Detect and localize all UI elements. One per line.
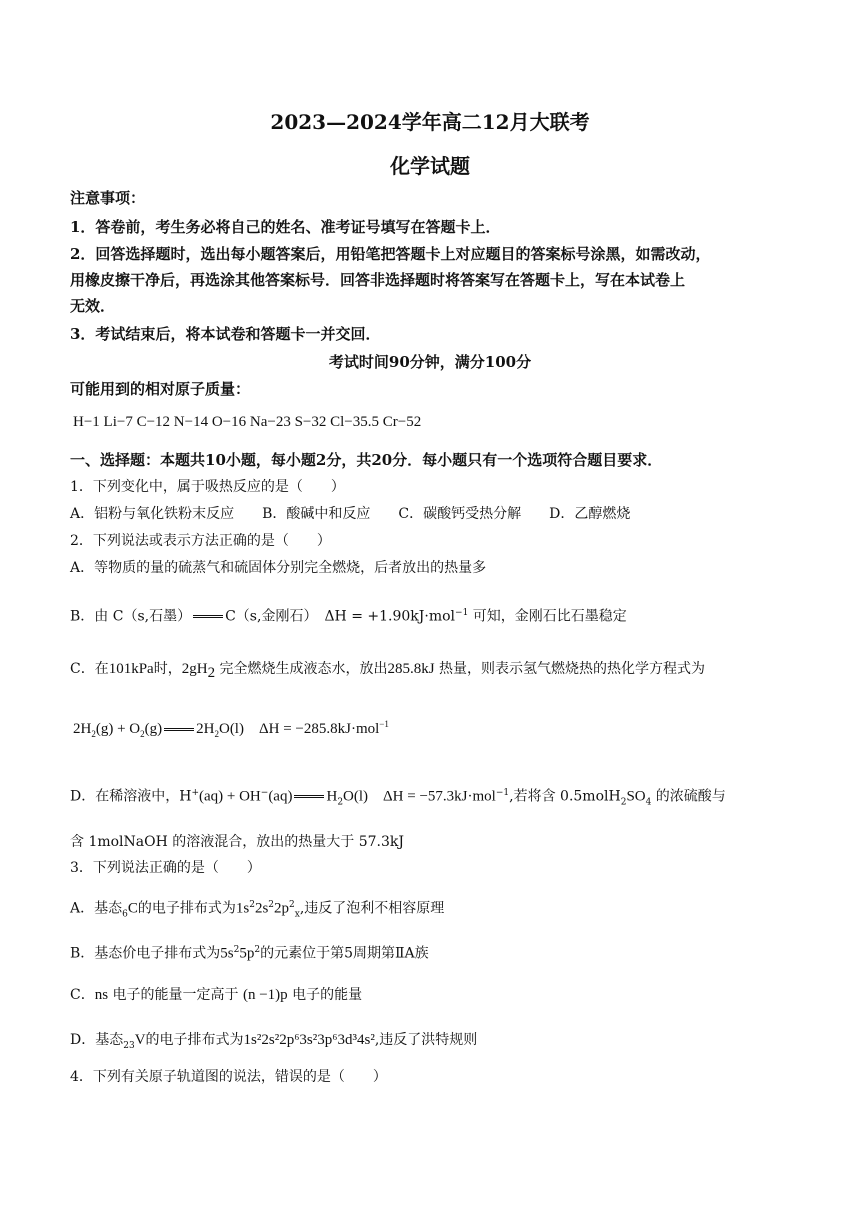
question-3-option-c: C．ns 电子的能量一定高于 (n −1)p 电子的能量 xyxy=(70,987,363,1003)
question-2-option-a: A．等物质的量的硫蒸气和硫固体分别完全燃烧，后者放出的热量多 xyxy=(70,560,487,576)
exam-subtitle: 化学试题 xyxy=(390,154,470,178)
notice-item-2-line-2: 用橡皮擦干净后，再选涂其他答案标号．回答非选择题时将答案写在答题卡上，写在本试卷上 xyxy=(70,271,686,289)
question-2-stem: 2．下列说法或表示方法正确的是（ ） xyxy=(70,533,331,549)
reaction-arrow xyxy=(164,728,194,731)
reaction-arrow xyxy=(193,615,223,618)
question-2-option-d-line-2: 含 1molNaOH 的溶液混合，放出的热量大于 57.3kJ xyxy=(70,834,404,850)
question-1-options: A．铝粉与氧化铁粉末反应 B．酸碱中和反应 C．碳酸钙受热分解 D．乙醇燃烧 xyxy=(70,506,631,522)
question-2-option-d: D．在稀溶液中，H+(aq) + OH−(aq) $H_2O(l)$ ΔH = −57.3kJ·mol$^{-1}$,若将含 $0.5molH_2SO_4$ 的浓硫酸与 xyxy=(70,788,726,808)
exam-title: 2023—2024学年高二12月大联考 xyxy=(270,110,590,134)
notice-item-1: 1．答卷前，考生务必将自己的姓名、准考证号填写在答题卡上． xyxy=(70,218,501,236)
question-2-option-c: C．在101kPa时，$2gH_2$ 完全燃烧生成液态水，放出285.8kJ 热量，则表示氢气燃烧热的热化学方程式为 xyxy=(70,661,706,681)
question-2-option-b: B．由 C（s,石墨） C（s,金刚石） ΔH = +1.90kJ·mol$^{-1}$ 可知，金刚石比石墨稳定 xyxy=(70,608,627,625)
notice-heading: 注意事项： xyxy=(70,189,146,207)
question-4-stem: 4．下列有关原子轨道图的说法，错误的是（ ） xyxy=(70,1069,387,1085)
question-3-stem: 3．下列说法正确的是（ ） xyxy=(70,860,261,876)
notice-item-2-line-1: 2．回答选择题时，选出每小题答案后，用铅笔把答题卡上对应题目的答案标号涂黑，如需改动， xyxy=(70,245,711,263)
atomic-mass-heading: 可能用到的相对原子质量： xyxy=(70,380,251,398)
reaction-arrow xyxy=(294,795,324,798)
question-3-option-a: A．基态$_6$C的电子排布式为$1s^22s^22p^2_x$,违反了泡利不相容原理 xyxy=(70,900,445,920)
exam-info: 考试时间90分钟，满分100分 xyxy=(328,353,532,371)
section-1-heading: 一、选择题：本题共10小题，每小题2分，共20分．每小题只有一个选项符合题目要求． xyxy=(70,451,663,469)
notice-item-3: 3．考试结束后，将本试卷和答题卡一并交回． xyxy=(70,325,381,343)
atomic-mass-values: H−1 Li−7 C−12 N−14 O−16 Na−23 S−32 Cl−35.5 Cr−52 xyxy=(73,414,422,430)
notice-item-2-line-3: 无效． xyxy=(70,297,116,315)
question-3-option-d: D．基态$_{23}$V的电子排布式为1s²2s²2p⁶3s²3p⁶3d³4s²,违反了洪特规则 xyxy=(70,1032,478,1051)
question-3-option-b: B．基态价电子排布式为$5s^25p^2$的元素位于第5周期第ⅡA族 xyxy=(70,945,429,962)
question-1-stem: 1．下列变化中，属于吸热反应的是（ ） xyxy=(70,479,345,495)
hydrogen-combustion-equation: $2H_2(g) + O_2(g)$ $2H_2O(l)$ ΔH = −285.8kJ·mol$^{-1}$ xyxy=(73,719,389,739)
